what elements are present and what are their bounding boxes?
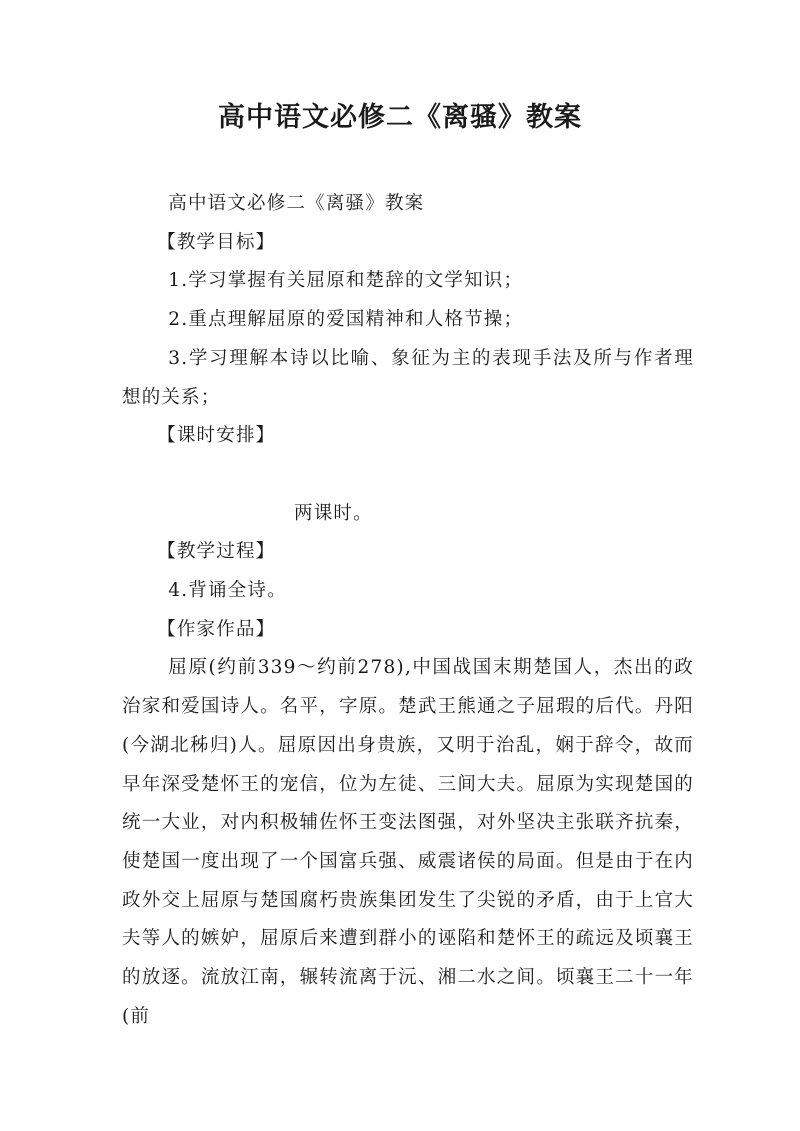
heading-teaching-process: 【教学过程】 [157, 541, 276, 563]
heading-author-works: 【作家作品】 [157, 618, 276, 640]
document-title: 高中语文必修二《离骚》教案 [218, 102, 582, 133]
goal-item-3: 3.学习理解本诗以比喻、象征为主的表现手法及所与作者理想的关系； [122, 347, 694, 408]
author-biography: 屈原(约前339～约前278),中国战国末期楚国人，杰出的政治家和爱国诗人。名平，字原。楚武王熊通之子屈瑕的后代。丹阳(今湖北秭归)人。屈原因出身贵族，又明于治乱，娴于辞令，故而早年深受楚怀王的宠信，位为左徒、三间大夫。屈原为实现楚国的统一大业，对内积极辅佐怀王变法图强，对外坚决主张联齐抗秦，使楚国一度出现了一个国富兵强、威震诸侯的局面。但是由于在内政外交上屈原与楚国腐朽贵族集团发生了尖锐的矛盾，由于上官大夫等人的嫉妒，屈原后来遭到群小的诬陷和楚怀王的疏远及顷襄王的放逐。流放江南，辗转流离于沅、湘二水之间。顷襄王二十一年(前 [122, 657, 694, 1027]
intro-paragraph: 高中语文必修二《离骚》教案 [168, 193, 425, 214]
process-item-4: 4.背诵全诗。 [168, 580, 287, 602]
schedule-text: 两课时。 [294, 502, 373, 524]
goal-item-2: 2.重点理解屈原的爱国精神和人格节操； [168, 309, 524, 331]
heading-class-schedule: 【课时安排】 [157, 425, 276, 447]
goal-item-1: 1.学习掌握有关屈原和楚辞的文学知识； [168, 270, 524, 292]
document-body [122, 185, 694, 1036]
heading-teaching-goals: 【教学目标】 [157, 231, 276, 253]
blank-line [122, 456, 694, 495]
